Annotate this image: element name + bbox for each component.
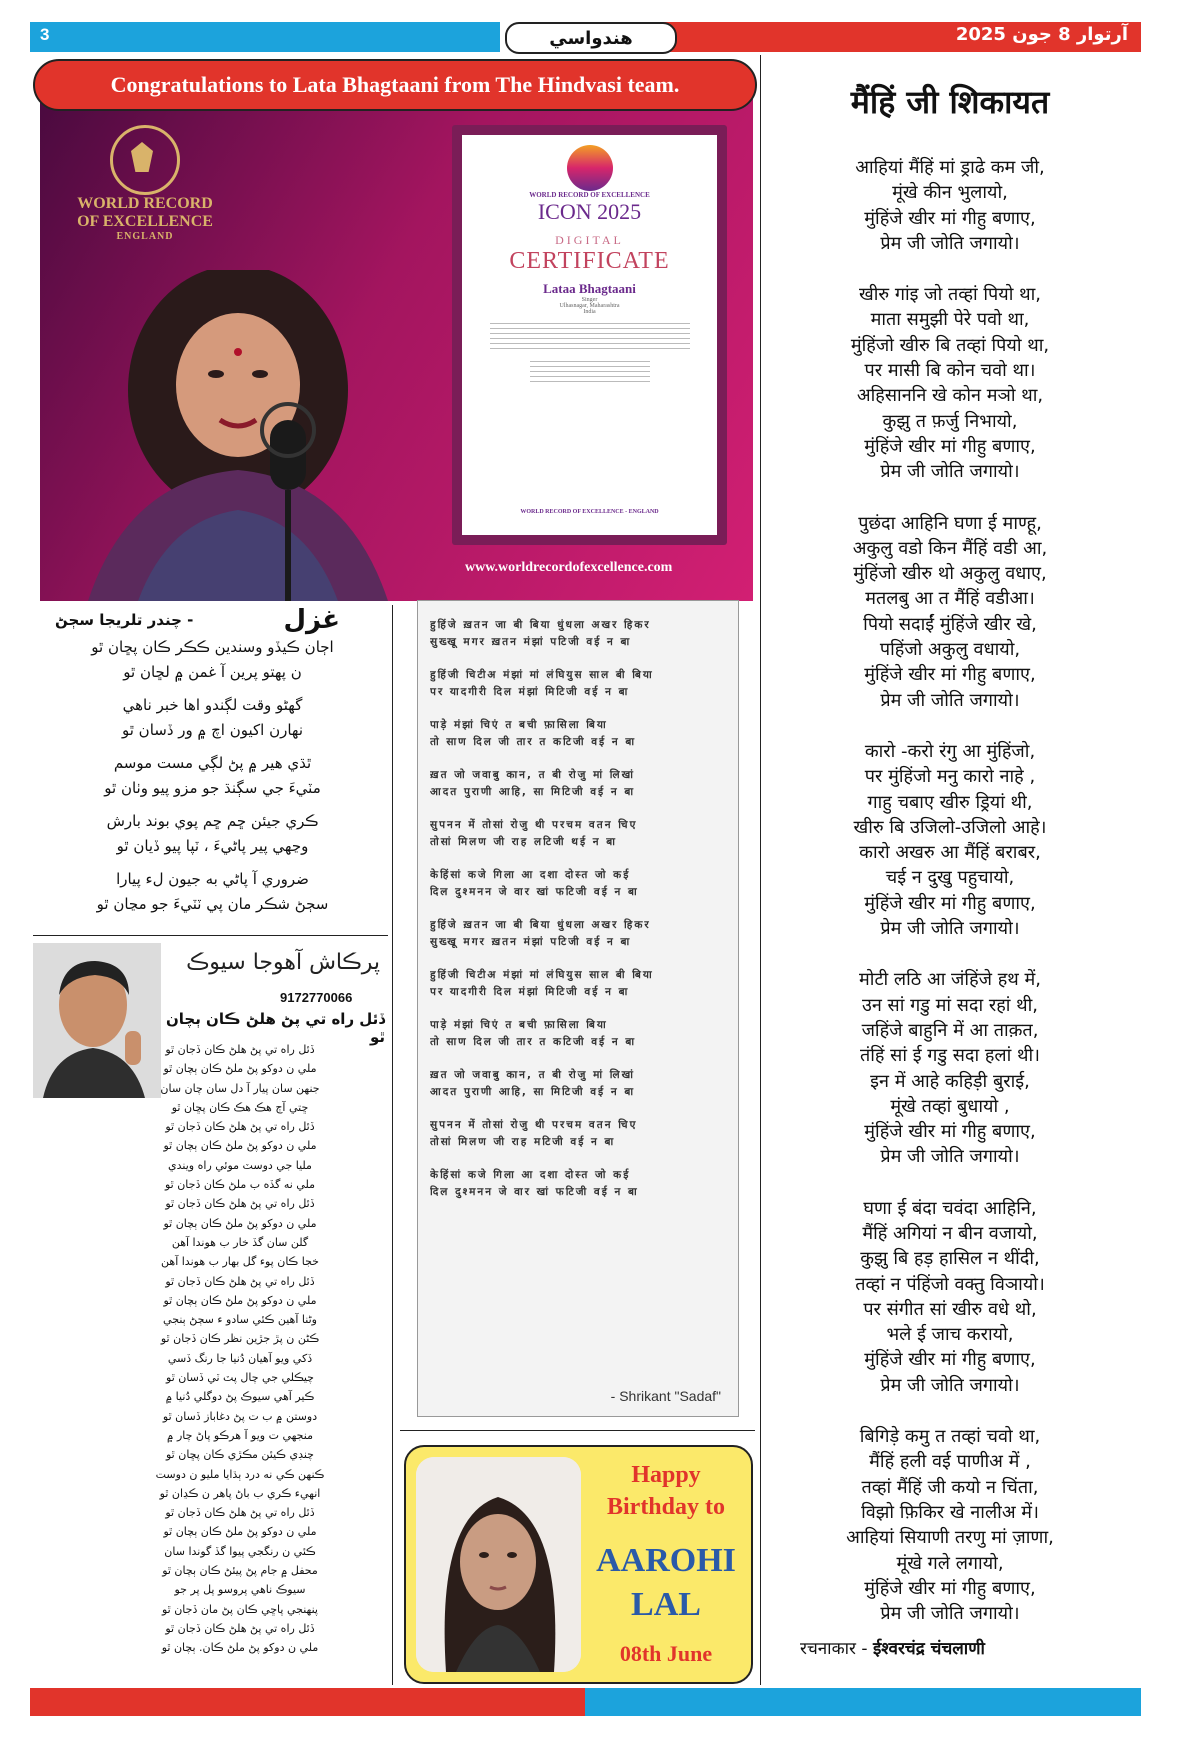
- poem-line: मुंहिंजे खीर मां गीहु बणाए,: [864, 1349, 1036, 1371]
- scanned-line: दिल दुश्मनन जे वार खां फटिजी वई न बा: [430, 1186, 639, 1198]
- poem-line: मैंहिं हली वई पाणीअ में ,: [869, 1451, 1031, 1473]
- ghazal-line: مٽيءَ جي سڳنڌ جو مزو پيو وٺان ٿو: [104, 779, 321, 797]
- ghazal-line: گهڻو وقت لڳندو اها خبر ناهي: [122, 696, 303, 714]
- sewak-poem-line: ملي ن دوکو پڻ ملڻ ڪان ٻچان ٿو: [163, 1293, 317, 1307]
- certificate-body-text: [490, 323, 690, 353]
- poem-line: तव्हां न पंहिंजो वक्तु विञायो।: [855, 1273, 1045, 1295]
- scanned-line: तोसां मिलण जी राह मटिजी वई न बा: [430, 1136, 616, 1148]
- certificate-place: Ulhasnagar, Maharashtra: [559, 303, 620, 309]
- sewak-poem-lines: [130, 1040, 350, 1658]
- scanned-line: तोसां मिलण जी राह लटिजी थई न बा: [430, 836, 617, 848]
- sewak-poem-line: چيڪلي جي چال پٽ ٽي ڏسان ٿو: [166, 1371, 314, 1385]
- sewak-poem-line: ڪڻن ن پڙ جڙين نظر ڪان ڏجان ٿو: [160, 1332, 320, 1346]
- poem-line: प्रेम जी जोति जगायो।: [880, 1146, 1020, 1168]
- stanza-gap: [45, 801, 380, 809]
- poem-line: मूंखे गले लगायो,: [896, 1552, 1004, 1574]
- sewak-poem-line: ڏئل راه تي پڻ هلڻ ڪان ڏجان ٿو: [165, 1621, 315, 1635]
- scanned-line: सुपनन में तोसां रोजु थी परचम वतन चिए: [430, 1119, 638, 1131]
- birthday-name-1: AAROHI: [596, 1542, 736, 1579]
- scanned-line: ख़त जो जवाबु कान, त बी रोजु मां लिखां: [430, 1069, 635, 1081]
- sewak-poem-line: ڏئل راه تي پڻ هلڻ ڪان ڏجان ٿو: [165, 1506, 315, 1520]
- column-divider-right: [760, 55, 761, 1685]
- poem-line: इन में आहे कहिड़ी बुराई,: [870, 1070, 1030, 1092]
- poem-line: कुझु बि हड़ हासिल न थींदी,: [860, 1248, 1040, 1270]
- poem-line: तंहिं सां ई गडु सदा हलां थी।: [859, 1045, 1041, 1067]
- poem-line: माता समुझी पेरे पवो था,: [870, 309, 1030, 331]
- scanned-couplet: [430, 1117, 726, 1151]
- scanned-line: हुहिंजी चिटीअ मंझां मां लंघियुस साल बी बिया: [430, 669, 654, 681]
- birthday-line-1: Happy: [631, 1462, 701, 1488]
- sewak-poem-line: منجهي ت ويو آ هرڪو پاڻ چار ۾: [167, 1428, 313, 1442]
- scanned-couplet: [430, 967, 726, 1001]
- scanned-couplet: [430, 917, 726, 951]
- poem-line: मुंहिंजे खीर मां गीहु बणाए,: [864, 892, 1036, 914]
- poem-line: घणा ई बंदा चवंदा आहिनि,: [863, 1197, 1037, 1219]
- author-phone: 9172770066: [280, 990, 353, 1005]
- sewak-poem-line: ملي ن دوکو پڻ ملڻ ڪان. ٻچان ٿو: [161, 1641, 319, 1655]
- sewak-poem-line: گلن سان گڏ خار ب هوندا آهن: [171, 1235, 309, 1249]
- stanza-gap: [765, 1170, 1135, 1196]
- sewak-poem-line: ڇتي آڄ هڪ هڪ ڪان پڇان ٿو: [171, 1100, 309, 1114]
- scanned-line: हुहिंजे ख़तन जा बी बिया धुंधला अखर हिकर: [430, 619, 651, 631]
- sewak-poem-line: ڪنهن ڪي نه درد ٻڌايا مليو ن دوست: [155, 1467, 325, 1481]
- poem-line: पहिंजो अकुलु वधायो,: [879, 639, 1021, 661]
- certificate-footer: WORLD RECORD OF EXCELLENCE - ENGLAND: [520, 509, 659, 515]
- sewak-poem-line: ڪير آهي سيوڪ پڻ دوگلي دُنيا ۾: [165, 1390, 315, 1404]
- sewak-poem-line: وڻنا آهين ڪئي سادو ء سڄڻ ٻنجي: [163, 1313, 317, 1327]
- poem-line: मैंहिं अगियां न बीन वजायो,: [862, 1222, 1038, 1244]
- ghazal-author: - چندر تلريجا سڄڻ: [55, 611, 194, 629]
- footer-bar-blue: [585, 1688, 1141, 1716]
- ghazal-section: [45, 605, 380, 917]
- poem-author-label: रचनाकार -: [800, 1639, 868, 1659]
- poem-line: अहिसाननि खे कोन मञो था,: [856, 385, 1044, 407]
- poem-line: पर संगीत सां खीरु वधे थो,: [863, 1298, 1037, 1320]
- scanned-line: आदत पुराणी आहि, सा मिटिजी वई न बा: [430, 1086, 636, 1098]
- scanned-line: सुपनन में तोसां रोजु थी परचम वतन चिए: [430, 819, 638, 831]
- poem-line: प्रेम जी जोति जगायो।: [880, 461, 1020, 483]
- sewak-poem-line: ملي ن دوکو پڻ ملڻ ڪان ٻچان ٿو: [163, 1062, 317, 1076]
- poem-line: कारो -करो रंगु आ मुंहिंजो,: [864, 740, 1036, 762]
- sewak-poem-line: ڏئل راه تي پڻ هلڻ ڪان ڏجان ٿو: [165, 1120, 315, 1134]
- sewak-poem-line: ڏئل راه تي پڻ هلڻ ڪان ڏجان ٿو: [165, 1274, 315, 1288]
- scanned-couplet: [430, 717, 726, 751]
- poem-line: मुंहिंजे खीर मां गीहु बणाए,: [864, 435, 1036, 457]
- poem-line: बिगिड़े कमु त तव्हां चवो था,: [859, 1426, 1041, 1448]
- scanned-line: पाड़े मंझां चिएं त बची फ़ासिला बिया: [430, 1019, 608, 1031]
- poem-line: प्रेम जी जोति जगायो।: [880, 918, 1020, 940]
- birthday-box: [404, 1445, 753, 1684]
- sewak-poem-line: جنهن سان پيار آ دل سان چان سان: [160, 1081, 320, 1095]
- scanned-couplet: [430, 1067, 726, 1101]
- congratulations-banner: Congratulations to Lata Bhagtaani from The Hindvasi team.: [33, 59, 757, 111]
- poem-author: [800, 1636, 985, 1659]
- poem-line: मुंहिंजे खीर मां गीहु बणाए,: [864, 1577, 1036, 1599]
- ghazal-title: غزل: [283, 605, 340, 635]
- scanned-line: आदत पुराणी आहि, सा मिटिजी वई न बा: [430, 786, 636, 798]
- poem-line: आहियां सियाणी तरणु मां ज़ाणा,: [846, 1527, 1054, 1549]
- scanned-poem-blocks: [418, 617, 738, 1201]
- poem-line: गाहु चबाए खीरु ड्रियां थी,: [867, 791, 1033, 813]
- singer-photo: [48, 270, 428, 601]
- scanned-poem: [417, 600, 739, 1417]
- sewak-poem-line: ڏکي ويو آهيان دُنيا جا رنگ ڏسي: [167, 1351, 313, 1365]
- sewak-poem-line: سيوڪ ناهي پروسو پل پر جو: [174, 1583, 306, 1597]
- scanned-line: तो साण दिल जी तार त कटिजी वई न बा: [430, 1036, 637, 1048]
- poem-line: पियो सदाईं मुंहिंजे खीर खे,: [863, 613, 1037, 635]
- stanza-gap: [765, 941, 1135, 967]
- poem-line: प्रेम जी जोति जगायो।: [880, 1603, 1020, 1625]
- sewak-poem-line: خجا ڪان پوء گل بهار ب هوندا آهن: [161, 1255, 319, 1269]
- section-divider-birthday: [400, 1430, 755, 1431]
- poem-line: मुंहिंजो खीरु थो अकुलु वधाए,: [853, 563, 1047, 585]
- ghazal-lines: [45, 635, 380, 917]
- poem-line: प्रेम जी जोति जगायो।: [880, 232, 1020, 254]
- stanza-gap: [45, 859, 380, 867]
- column-divider-left: [392, 605, 393, 1685]
- certificate-icon-year: ICON 2025: [537, 199, 642, 224]
- scanned-line: हुहिंजे ख़तन जा बी बिया धुंधला अखर हिकर: [430, 919, 651, 931]
- website-link[interactable]: www.worldrecordofexcellence.com: [465, 560, 673, 575]
- poem-line: मूंखे कीन भुलायो,: [892, 182, 1008, 204]
- logo-line-2: OF EXCELLENCE: [77, 213, 213, 230]
- header-bar-blue: [30, 22, 500, 52]
- world-record-logo: [60, 125, 230, 265]
- poem-title: मैंहिं जी शिकायत: [850, 83, 1050, 121]
- sewak-poem-line: ملي ن دوکو پڻ ملڻ ڪان ٻچان ٿو: [163, 1216, 317, 1230]
- ghazal-line: ڪري جيئن ڇم ڇم پوي بوند بارش: [106, 812, 319, 830]
- poem-line: चई न दुखु पहुचायो,: [885, 867, 1015, 889]
- poem-line: प्रेम जी जोति जगायो।: [880, 689, 1020, 711]
- scanned-couplet: [430, 867, 726, 901]
- scanned-line: तो साण दिल जी तार त कटिजी वई न बा: [430, 736, 637, 748]
- poem-line: मुंहिंजे खीर मां गीहु बणाए,: [864, 207, 1036, 229]
- phoenix-emblem-icon: [110, 125, 180, 195]
- poem-line: पुछंदा आहिनि घणा ई माण्हू,: [858, 512, 1042, 534]
- poem-line: उन सां गडु मां सदा रहां थी,: [861, 994, 1039, 1016]
- scanned-line: पर यादगीरी दिल मंझां मिटिजी वई न बा: [430, 686, 630, 698]
- poem-line: अकुलु वडो किन मैंहिं वडी आ,: [852, 537, 1048, 559]
- poem-line: मुंहिंजे खीर मां गीहु बणाए,: [864, 664, 1036, 686]
- birthday-photo: [416, 1457, 581, 1672]
- scanned-line: ख़त जो जवाबु कान, त बी रोजु मां लिखां: [430, 769, 635, 781]
- stanza-gap: [765, 1398, 1135, 1424]
- sewak-poem-line: ملي ن دوکو پڻ ملڻ ڪان ٻچان ٿو: [163, 1139, 317, 1153]
- masthead-logo: هندواسي: [505, 22, 677, 54]
- birthday-name-2: LAL: [631, 1586, 701, 1623]
- poem-line: प्रेम जी जोति जगायो।: [880, 1374, 1020, 1396]
- ghazal-line: وڃهي پير پاڻيءَ ، ٽپا پيو ڏيان ٿو: [116, 837, 309, 855]
- certificate-recipient: Lataa Bhagtaani: [543, 281, 636, 296]
- ghazal-line: ضروري آ پاڻي به جيون لء پيارا: [116, 870, 309, 888]
- ghazal-line: نهارن اکيون اچ ۾ ور ڏسان ٿو: [121, 721, 303, 739]
- poem-line: पर मासी बि कोन चवो था।: [864, 360, 1036, 382]
- certificate-sun-icon: [567, 145, 613, 191]
- scanned-line: केहिंसां कजे गिला आ दशा दोस्त जो कई: [430, 869, 631, 881]
- poem-line: मुंहिंजो खीरु बि तव्हां पियो था,: [850, 334, 1050, 356]
- scanned-line: पर यादगीरी दिल मंझां मिटिजी वई न बा: [430, 986, 630, 998]
- poem-line: जहिंजे बाहुनि में आ ताक़त,: [861, 1019, 1039, 1041]
- scanned-line: हुहिंजी चिटीअ मंझां मां लंघियुस साल बी बिया: [430, 969, 654, 981]
- author-name: پرڪاش آهوجا سيوڪ: [186, 950, 380, 975]
- logo-line-3: ENGLAND: [116, 231, 174, 242]
- poem-line: पर मुंहिंजो मनु कारो नाहे ,: [864, 766, 1036, 788]
- stanza-gap: [765, 256, 1135, 282]
- certificate-country: India: [583, 309, 596, 315]
- scanned-poem-credit: - Shrikant "Sadaf": [610, 1388, 721, 1404]
- ghazal-line: سڄڻ شڪر مان پي ٽٽيءَ جو مڃان ٿو: [96, 895, 329, 913]
- scanned-couplet: [430, 817, 726, 851]
- certificate-digital: DIGITAL: [555, 233, 624, 247]
- footer-bar-red: [30, 1688, 585, 1716]
- sewak-poem-line: ملي نه گڏه ب ملڻ ڪان ڏجان ٿو: [164, 1178, 316, 1192]
- issue-date: آرتوار 8 جون 2025: [955, 24, 1128, 45]
- certificate-signature: [530, 361, 650, 383]
- sewak-poem-line: محفل ۾ جام پڻ پيئڻ ڪان ٻچان ٿو: [162, 1564, 318, 1578]
- certificate-role: Singer: [581, 297, 598, 303]
- sewak-poem-line: چنڊي ڪيئن مڪڙي ڪان پڇان ٿو: [166, 1448, 314, 1462]
- sewak-poem-line: ملي ن دوکو پڻ ملڻ ڪان ٻچان ٿو: [163, 1525, 317, 1539]
- scanned-couplet: [430, 1017, 726, 1051]
- poem-author-name: ईश्वरचंद्र चंचलाणी: [872, 1639, 985, 1659]
- scanned-couplet: [430, 1167, 726, 1201]
- page-number: 3: [40, 25, 50, 44]
- certificate-title: CERTIFICATE: [509, 248, 670, 274]
- sewak-poem-line: ڏئل راه تي پڻ هلڻ ڪان ڏجان ٿو: [165, 1197, 315, 1211]
- poem-line: कुझु त फ़र्जु निभायो,: [882, 410, 1018, 432]
- scanned-line: दिल दुश्मनन जे वार खां फटिजी वई न बा: [430, 886, 639, 898]
- sewak-poem-line: ڏئل راه تي پڻ هلڻ ڪان ڏجان ٿو: [165, 1043, 315, 1056]
- scanned-couplet: [430, 617, 726, 651]
- scanned-line: केहिंसां कजे गिला आ दशा दोस्त जो कई: [430, 1169, 631, 1181]
- sewak-poem-line: پنهنجي پاڇي ڪان پڻ مان ڏجان ٿو: [161, 1602, 318, 1616]
- sewak-poem-line: ڪئي ن رنگجي پيوا گڏ گوندا سان: [164, 1544, 316, 1558]
- poem-line: मुंहिंजे खीर मां गीहु बणाए,: [864, 1121, 1036, 1143]
- poem-line: तव्हां मैंहिं जी कयो न चिंता,: [861, 1476, 1039, 1498]
- poem-line: भले ई जाच करायो,: [886, 1324, 1014, 1346]
- scanned-line: पाड़े मंझां चिएं त बची फ़ासिला बिया: [430, 719, 608, 731]
- scanned-couplet: [430, 667, 726, 701]
- sewak-poem-line: انهيء ڪري ب باڻ پاهر ن ڪڍان ٿو: [159, 1486, 321, 1500]
- poem-line: खीरु गांइ जो तव्हां पियो था,: [859, 284, 1041, 306]
- scanned-line: सुख्खू मगर ख़तन मंझां पटिजी वई न बा: [430, 636, 632, 648]
- scanned-couplet: [430, 767, 726, 801]
- birthday-line-2: Birthday to: [606, 1494, 725, 1520]
- certificate-org: WORLD RECORD OF EXCELLENCE: [529, 191, 650, 199]
- poem-line: आहियां मैंहिं मां ड्राढे कम जी,: [855, 157, 1045, 178]
- ghazal-line: ٿڌي هير ۾ پڻ لڳي مست موسم: [113, 754, 312, 772]
- sewak-poem-line: مليا جي دوسٽ موئي راه ويندي: [168, 1158, 312, 1172]
- section-divider-ghazal: [33, 935, 388, 936]
- logo-line-1: WORLD RECORD: [77, 195, 213, 212]
- stanza-gap: [45, 743, 380, 751]
- poem-line: कारो अखरु आ मैंहिं बराबर,: [859, 842, 1041, 864]
- poem-body: [765, 155, 1135, 1626]
- poem-heading: ڏئل راه تي پڻ هلڻ ڪان ٻچان ٿو: [165, 1010, 385, 1046]
- digital-certificate: [452, 125, 727, 545]
- ghazal-line: اڄان ڪيڏو وسندين ڪڪر ڪان پڇان ٿو: [91, 638, 334, 656]
- stanza-gap: [765, 713, 1135, 739]
- sewak-poem-line: دوستن ۾ ب ت پڻ دغاباز ڏسان ٿو: [162, 1409, 318, 1423]
- poem-line: मोटी लठि आ जंहिंजे हथ में,: [859, 969, 1041, 991]
- stanza-gap: [765, 485, 1135, 511]
- poem-line: मूंखे तव्हां बुधायो ,: [890, 1095, 1010, 1117]
- poem-line: विझो फ़िकिर खे नालीअ में।: [861, 1501, 1039, 1523]
- stanza-gap: [45, 685, 380, 693]
- ghazal-line: ن پهتو پرين آ غمن ۾ لڇان ٿو: [123, 663, 302, 681]
- poem-line: खीरु बि उजिलो-उजिलो आहे।: [853, 816, 1047, 838]
- birthday-date: 08th June: [619, 1641, 713, 1666]
- scanned-line: सुख्खू मगर ख़तन मंझां पटिजी वई न बा: [430, 936, 632, 948]
- poem-line: मतलबु आ त मैंहिं वडीआ।: [865, 588, 1035, 610]
